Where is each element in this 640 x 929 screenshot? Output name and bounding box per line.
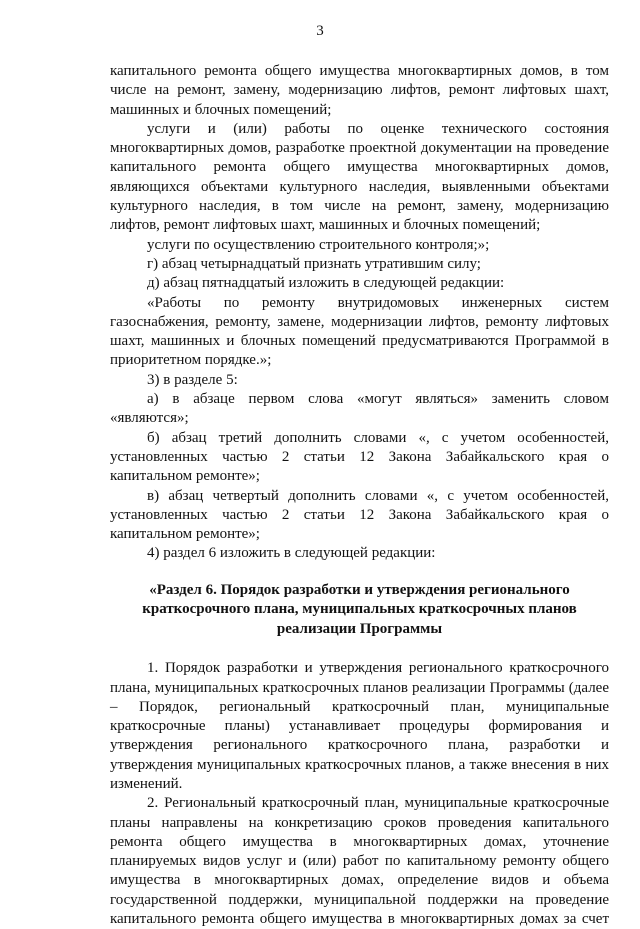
text-line: планируемых видов услуг и (или) работ по капитальному ремонту общего: [110, 853, 609, 870]
text-line: машинных и блочных помещений;: [110, 101, 332, 118]
text-line: приоритетном порядке.»;: [110, 352, 272, 369]
heading-line: «Раздел 6. Порядок разработки и утверждения регионального: [149, 581, 570, 598]
page-number: 3: [316, 23, 324, 39]
amendments-section: [110, 62, 609, 564]
text-line: установленных частью 2 статьи 12 Закона Забайкальского края о: [110, 506, 609, 523]
heading-line: реализации Программы: [276, 620, 443, 637]
text-line: а) в абзаце первом слова «могут являться» заменить словом: [147, 391, 609, 408]
text-line: числе на ремонт, замену, модернизацию лифтов, ремонт лифтовых шахт,: [110, 82, 609, 99]
text-line: капитального ремонта общего имущества многоквартирных домов,: [110, 159, 609, 176]
text-line: г) абзац четырнадцатый признать утратившим силу;: [147, 255, 481, 272]
text-line: многоквартирных домов, разработке проектной документации на проведение: [110, 140, 609, 157]
text-line: капитального ремонта общего имущества многоквартирных домов, в том: [110, 63, 609, 79]
document-body: [110, 62, 609, 929]
text-line: планы направлены на конкретизацию сроков проведения капитального: [110, 814, 609, 831]
text-line: капитальном ремонте»;: [110, 526, 260, 543]
text-line: ремонта общего имущества в многоквартирных домах, уточнение: [110, 833, 609, 850]
text-line: государственной поддержки, муниципальной поддержки на проведение: [110, 891, 609, 908]
text-line: д) абзац пятнадцатый изложить в следующей редакции:: [147, 275, 505, 292]
heading-line: краткосрочного плана, муниципальных краткосрочных планов: [142, 601, 577, 618]
text-line: утверждения муниципальных краткосрочных планов, а также внесения в них: [110, 756, 609, 773]
text-line: 1. Порядок разработки и утверждения регионального краткосрочного: [147, 660, 609, 677]
text-line: имущества в многоквартирных домах, определение видов и объема: [110, 872, 609, 889]
text-line: плана, муниципальных краткосрочных планов реализации Программы (далее: [110, 679, 609, 696]
text-line: – Порядок, региональный краткосрочный план, муниципальные: [110, 698, 609, 715]
text-line: лифтов, ремонт лифтовых шахт, машинных и блочных помещений;: [110, 217, 541, 234]
text-line: услуги по осуществлению строительного контроля;»;: [147, 236, 490, 253]
text-line: краткосрочные планы) устанавливает процедуры формирования и: [110, 718, 609, 735]
text-line: капитального ремонта общего имущества в многоквартирных домах за счет: [110, 911, 609, 928]
text-line: 3) в разделе 5:: [147, 371, 238, 388]
text-line: «Работы по ремонту внутридомовых инженерных систем: [147, 294, 609, 311]
text-line: утверждения регионального краткосрочного плана, разработки и: [110, 737, 609, 754]
text-line: культурного наследия, в том числе на ремонт, замену, модернизацию: [110, 198, 609, 215]
text-line: в) абзац четвертый дополнить словами «, с учетом особенностей,: [147, 487, 609, 504]
text-line: б) абзац третий дополнить словами «, с учетом особенностей,: [147, 429, 609, 446]
text-line: 2. Региональный краткосрочный план, муниципальные краткосрочные: [147, 795, 609, 812]
text-line: являющихся объектами культурного наследия, выявленными объектами: [110, 178, 609, 195]
text-line: установленных частью 2 статьи 12 Закона Забайкальского края о: [110, 448, 609, 465]
section-6-heading: [110, 581, 609, 640]
text-line: шахт, машинных и блочных помещений предусматриваются Программой в: [110, 333, 609, 350]
text-line: 4) раздел 6 изложить в следующей редакции:: [147, 545, 436, 562]
section-6-body: [110, 659, 609, 929]
text-line: газоснабжения, ремонту, замене, модернизации лифтов, ремонту лифтовых: [110, 313, 609, 330]
text-line: «являются»;: [110, 410, 189, 427]
text-line: изменений.: [110, 776, 183, 792]
text-line: капитальном ремонте»;: [110, 468, 260, 485]
text-line: услуги и (или) работы по оценке технического состояния: [147, 120, 609, 137]
